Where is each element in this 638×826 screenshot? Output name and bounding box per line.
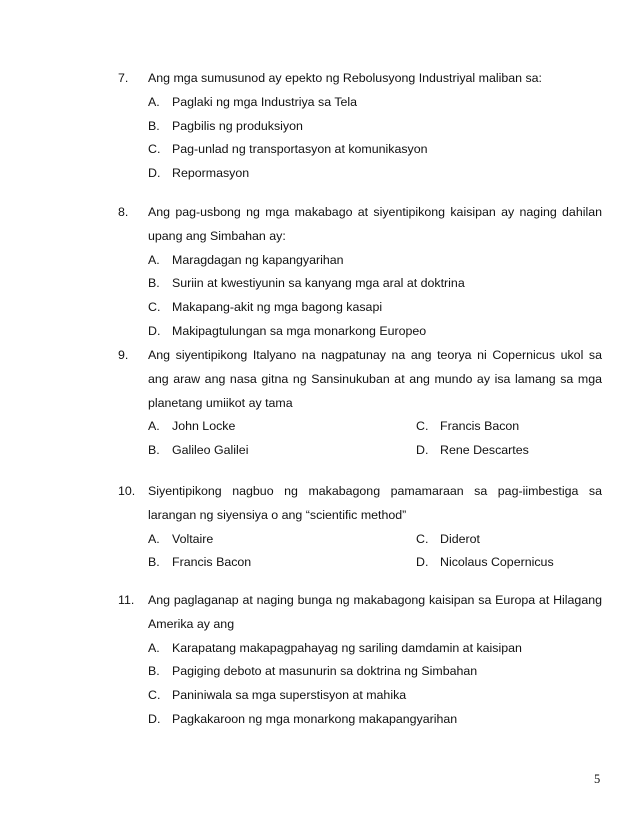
option-a: A. Voltaire xyxy=(148,531,214,546)
question-11 xyxy=(118,589,602,732)
question-number: 7. xyxy=(118,71,129,85)
question-stem: Ang pag-usbong ng mga makabago at siyentipikong kaisipan ay naging dahilan upang ang Simbahan ay: xyxy=(148,205,602,243)
option-d: D. Rene Descartes xyxy=(416,443,529,458)
question-stem: Ang paglaganap at naging bunga ng makabagong kaisipan sa Europa at Hilagang Amerika ay ang xyxy=(148,593,602,631)
option-a: A. Maragdagan ng kapangyarihan xyxy=(148,252,344,267)
question-number: 11. xyxy=(118,593,135,607)
question-stem: Siyentipikong nagbuo ng makabagong pamamaraan sa pag-iimbestiga sa larangan ng siyensiya o ang “scientific method” xyxy=(148,484,602,522)
option-c: C. Diderot xyxy=(416,531,480,546)
option-b: B. Galileo Galilei xyxy=(148,443,249,458)
option-d: D. Nicolaus Copernicus xyxy=(416,555,554,570)
question-number: 10. xyxy=(118,484,136,498)
option-d: D. Makipagtulungan sa mga monarkong Europeo xyxy=(148,323,427,338)
page-number: 5 xyxy=(594,772,601,786)
question-9 xyxy=(118,344,602,463)
question-stem: Ang mga sumusunod ay epekto ng Rebolusyong Industriyal maliban sa: xyxy=(148,71,542,85)
option-c: C. Makapang-akit ng mga bagong kasapi xyxy=(148,300,383,315)
option-a: A. Karapatang makapagpahayag ng sariling damdamin at kaisipan xyxy=(148,640,522,655)
option-c: C. Pag-unlad ng transportasyon at komunikasyon xyxy=(148,142,428,157)
option-d: D. Pagkakaroon ng mga monarkong makapangyarihan xyxy=(148,711,458,726)
option-b: B. Pagiging deboto at masunurin sa doktrina ng Simbahan xyxy=(148,664,478,679)
question-stem: Ang siyentipikong Italyano na nagpatunay na ang teorya ni Copernicus ukol sa ang araw ang nasa gitna ng Sansinukuban at ang mundo ay isa lamang sa mga planetang umiikot ay tama xyxy=(148,348,602,410)
option-a: A. John Locke xyxy=(148,419,236,434)
option-b: B. Francis Bacon xyxy=(148,555,252,570)
option-b: B. Suriin at kwestiyunin sa kanyang mga aral at doktrina xyxy=(148,276,465,291)
question-10 xyxy=(118,480,602,575)
option-d: D. Repormasyon xyxy=(148,166,250,181)
question-7 xyxy=(118,67,602,186)
option-b: B. Pagbilis ng produksiyon xyxy=(148,118,303,133)
question-8 xyxy=(118,201,602,344)
option-c: C. Francis Bacon xyxy=(416,419,520,434)
option-c: C. Paniniwala sa mga superstisyon at mahika xyxy=(148,688,407,703)
question-number: 9. xyxy=(118,348,129,362)
option-a: A. Paglaki ng mga Industriya sa Tela xyxy=(148,94,358,109)
question-number: 8. xyxy=(118,205,129,219)
